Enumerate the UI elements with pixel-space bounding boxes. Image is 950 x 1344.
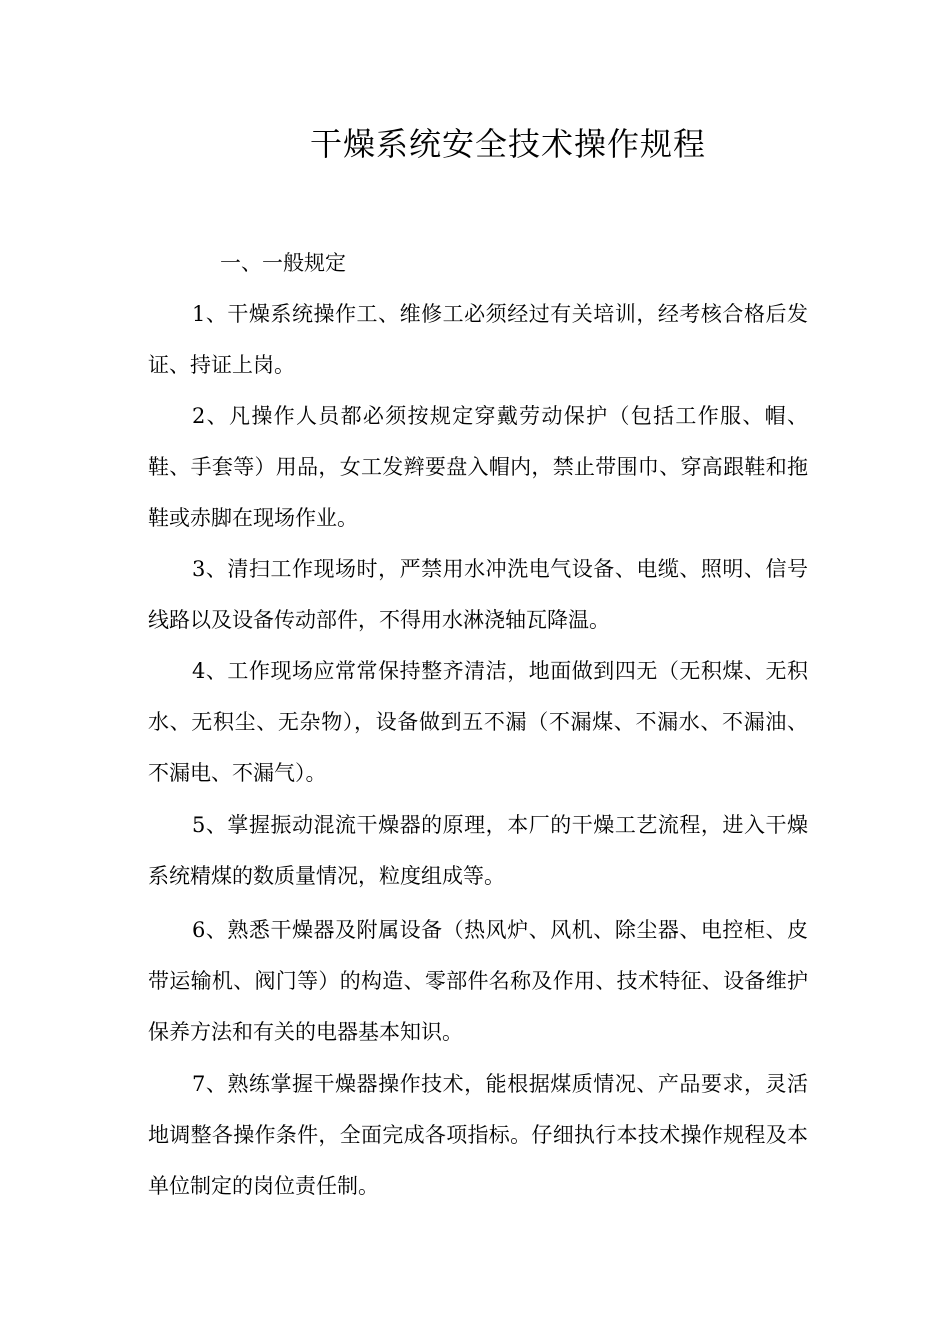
paragraph-3: 3、清扫工作现场时，严禁用水冲洗电气设备、电缆、照明、信号线路以及设备传动部件，不得用水淋浇轴瓦降温。 <box>148 557 808 632</box>
section-heading: 一、一般规定 <box>220 251 346 275</box>
paragraph-5: 5、掌握振动混流干燥器的原理，本厂的干燥工艺流程，进入干燥系统精煤的数质量情况，粒度组成等。 <box>148 813 808 888</box>
document-title: 干燥系统安全技术操作规程 <box>309 125 706 163</box>
paragraph-4: 4、工作现场应常常保持整齐清洁，地面做到四无（无积煤、无积水、无积尘、无杂物），设备做到五不漏（不漏煤、不漏水、不漏油、不漏电、不漏气）。 <box>148 659 808 785</box>
paragraph-7: 7、熟练掌握干燥器操作技术，能根据煤质情况、产品要求，灵活地调整各操作条件，全面完成各项指标。仔细执行本技术操作规程及本单位制定的岗位责任制。 <box>148 1072 808 1198</box>
paragraph-1: 1、干燥系统操作工、维修工必须经过有关培训，经考核合格后发证、持证上岗。 <box>148 302 808 377</box>
paragraph-2: 2、凡操作人员都必须按规定穿戴劳动保护（包括工作服、帽、鞋、手套等）用品，女工发辫要盘入帽内，禁止带围巾、穿高跟鞋和拖鞋或赤脚在现场作业。 <box>148 404 808 530</box>
paragraph-6: 6、熟悉干燥器及附属设备（热风炉、风机、除尘器、电控柜、皮带运输机、阀门等）的构造、零部件名称及作用、技术特征、设备维护保养方法和有关的电器基本知识。 <box>148 918 808 1044</box>
